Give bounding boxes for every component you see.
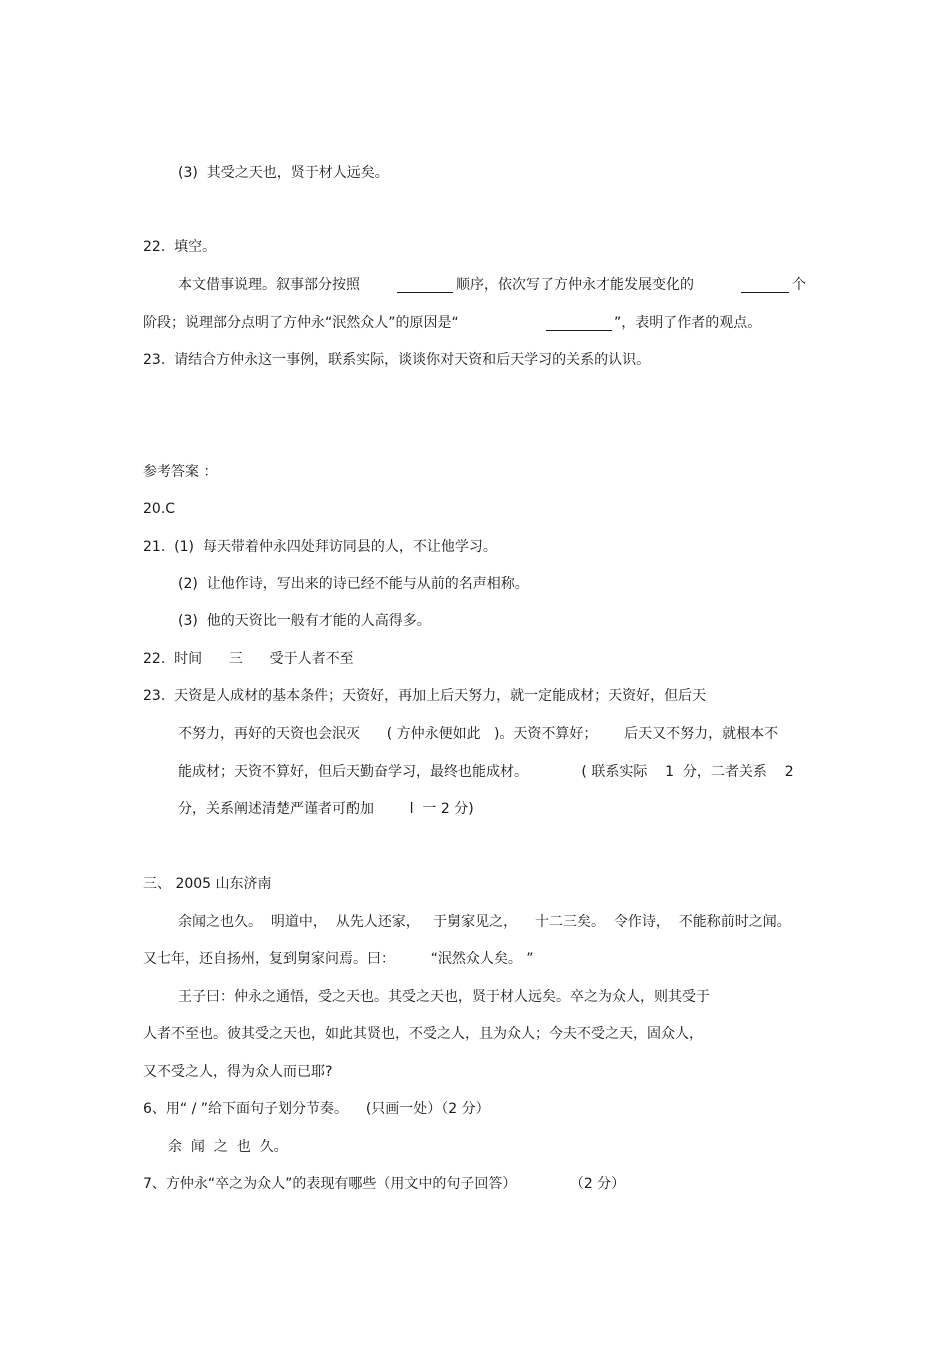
q22-heading: 22. 填空。 (143, 239, 217, 255)
q21-item-3-text: (3) 其受之天也，贤于材人远矣。 (178, 165, 389, 181)
q23-text: 23. 请结合方仲永这一事例，联系实际，谈谈你对天资和后天学习的关系的认识。 (143, 352, 651, 368)
q22-line-1-part-b: 顺序，依次写了方仲永才能发展变化的 (456, 277, 694, 293)
question-6: 6、用“ / ”给下面句子划分节奏。 (只画一处）（2 分） (143, 1101, 490, 1117)
answer-21-2: (2) 让他作诗，写出来的诗已经不能与从前的名声相称。 (178, 576, 529, 592)
answer-23-line-4: 分，关系阐述清楚严谨者可酌加 l 一 2 分) (178, 801, 474, 817)
passage-p2-line-3: 又不受之人，得为众人而已耶? (143, 1064, 333, 1080)
answer-21-3: (3) 他的天资比一般有才能的人高得多。 (178, 613, 431, 629)
passage-p2-line-1: 王子曰：仲永之通悟，受之天也。其受之天也，贤于材人远矣。卒之为众人，则其受于 (178, 989, 710, 1005)
passage-p2-line-2: 人者不至也。彼其受之天也，如此其贤也，不受之人，且为众人；今夫不受之天，固众人， (143, 1026, 703, 1042)
answer-21-1: 21. (1) 每天带着仲永四处拜访同县的人，不让他学习。 (143, 539, 497, 555)
passage-p1-line-1: 余闻之也久。 明道中， 从先人还家， 于舅家见之， 十二三矣。 令作诗， 不能称前时之闻。 (178, 914, 791, 930)
q22-line-2-part-a: 阶段；说理部分点明了方仲永“泯然众人”的原因是“ (143, 315, 459, 331)
q22-line-1 (178, 276, 360, 294)
fill-blank-2[interactable] (741, 278, 789, 293)
q22-line-1-part-c: 个 (792, 277, 806, 293)
answer-20: 20.C (143, 501, 176, 517)
answer-23-line-1: 23. 天资是人成材的基本条件；天资好，再加上后天努力，就一定能成材；天资好，但后天 (143, 688, 707, 704)
answer-22: 22. 时间 三 受于人者不至 (143, 651, 354, 667)
fill-blank-1[interactable] (397, 278, 453, 293)
passage-p1-line-2: 又七年，还自扬州，复到舅家问焉。曰： “泯然众人矣。 ” (143, 951, 534, 967)
q22-line-1-part-a: 本文借事说理。叙事部分按照 (178, 277, 360, 293)
answer-23-line-2: 不努力，再好的天资也会泯灭 ( 方仲永便如此 )。天资不算好； 后天又不努力，就根本不 (178, 726, 779, 742)
q22-line-2-part-b: ”，表明了作者的观点。 (614, 315, 762, 331)
section-3-heading: 三、 2005 山东济南 (143, 876, 272, 892)
answer-23-line-3: 能成材；天资不算好，但后天勤奋学习，最终也能成材。 ( 联系实际 1 分，二者关系 2 (178, 764, 794, 780)
answers-heading: 参考答案 ： (143, 464, 218, 480)
fill-blank-3[interactable] (546, 316, 612, 331)
question-6-sentence: 余 闻 之 也 久。 (168, 1139, 288, 1155)
question-7: 7、方仲永“卒之为众人”的表现有哪些（用文中的句子回答） （2 分） (143, 1176, 626, 1192)
